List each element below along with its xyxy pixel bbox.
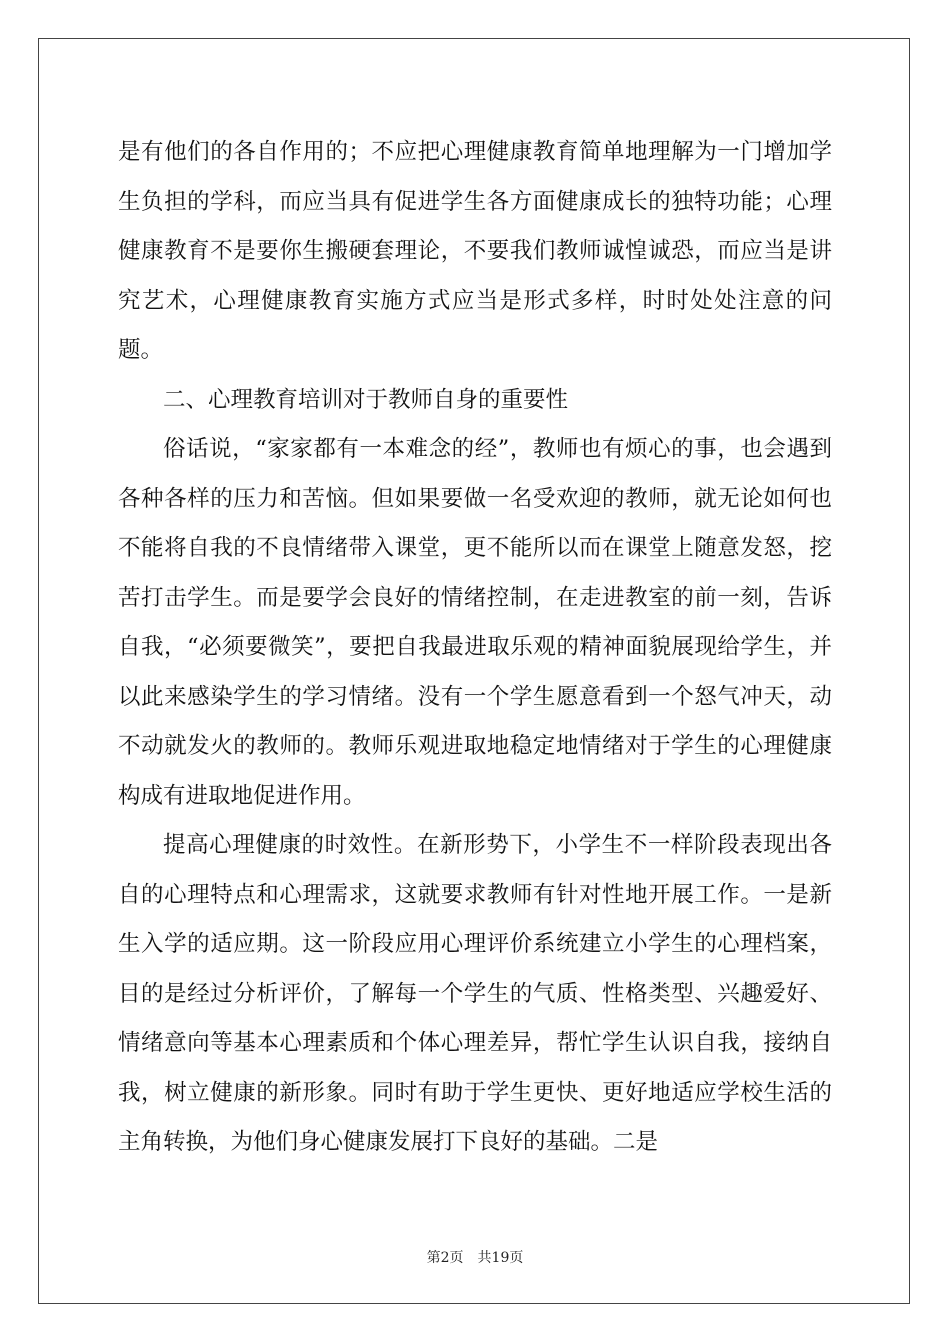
page-number-footer: 第2页 共19页	[426, 1250, 524, 1266]
paragraph-effectiveness: 提高心理健康的时效性。在新形势下，小学生不一样阶段表现出各自的心理特点和心理需求，这就要求教师有针对性地开展工作。一是新生入学的适应期。这一阶段应用心理评价系统建立小学生的心理档案，目的是经过分析评价，了解每一个学生的气质、性格类型、兴趣爱好、情绪意向等基本心理素质和个体心理差异，帮忙学生认识自我，接纳自我，树立健康的新形象。同时有助于学生更快、更好地适应学校生活的主角转换，为他们身心健康发展打下良好的基础。二是	[118, 832, 832, 1155]
document-body	[118, 128, 832, 1168]
section-heading: 二、心理教育培训对于教师自身的重要性	[163, 386, 569, 413]
paragraph-continuation: 是有他们的各自作用的；不应把心理健康教育简单地理解为一门增加学生负担的学科，而应当具有促进学生各方面健康成长的独特功能；心理健康教育不是要你生搬硬套理论，不要我们教师诚惶诚恐，而应当是讲究艺术，心理健康教育实施方式应当是形式多样，时时处处注意的问题。	[118, 139, 832, 363]
paragraph-teacher-emotion: 俗话说，“家家都有一本难念的经”，教师也有烦心的事，也会遇到各种各样的压力和苦恼。但如果要做一名受欢迎的教师，就无论如何也不能将自我的不良情绪带入课堂，更不能所以而在课堂上随意发怒，挖苦打击学生。而是要学会良好的情绪控制，在走进教室的前一刻，告诉自我，“必须要微笑”，要把自我最进取乐观的精神面貌展现给学生，并以此来感染学生的学习情绪。没有一个学生愿意看到一个怒气冲天，动不动就发火的教师的。教师乐观进取地稳定地情绪对于学生的心理健康构成有进取地促进作用。	[118, 436, 832, 809]
